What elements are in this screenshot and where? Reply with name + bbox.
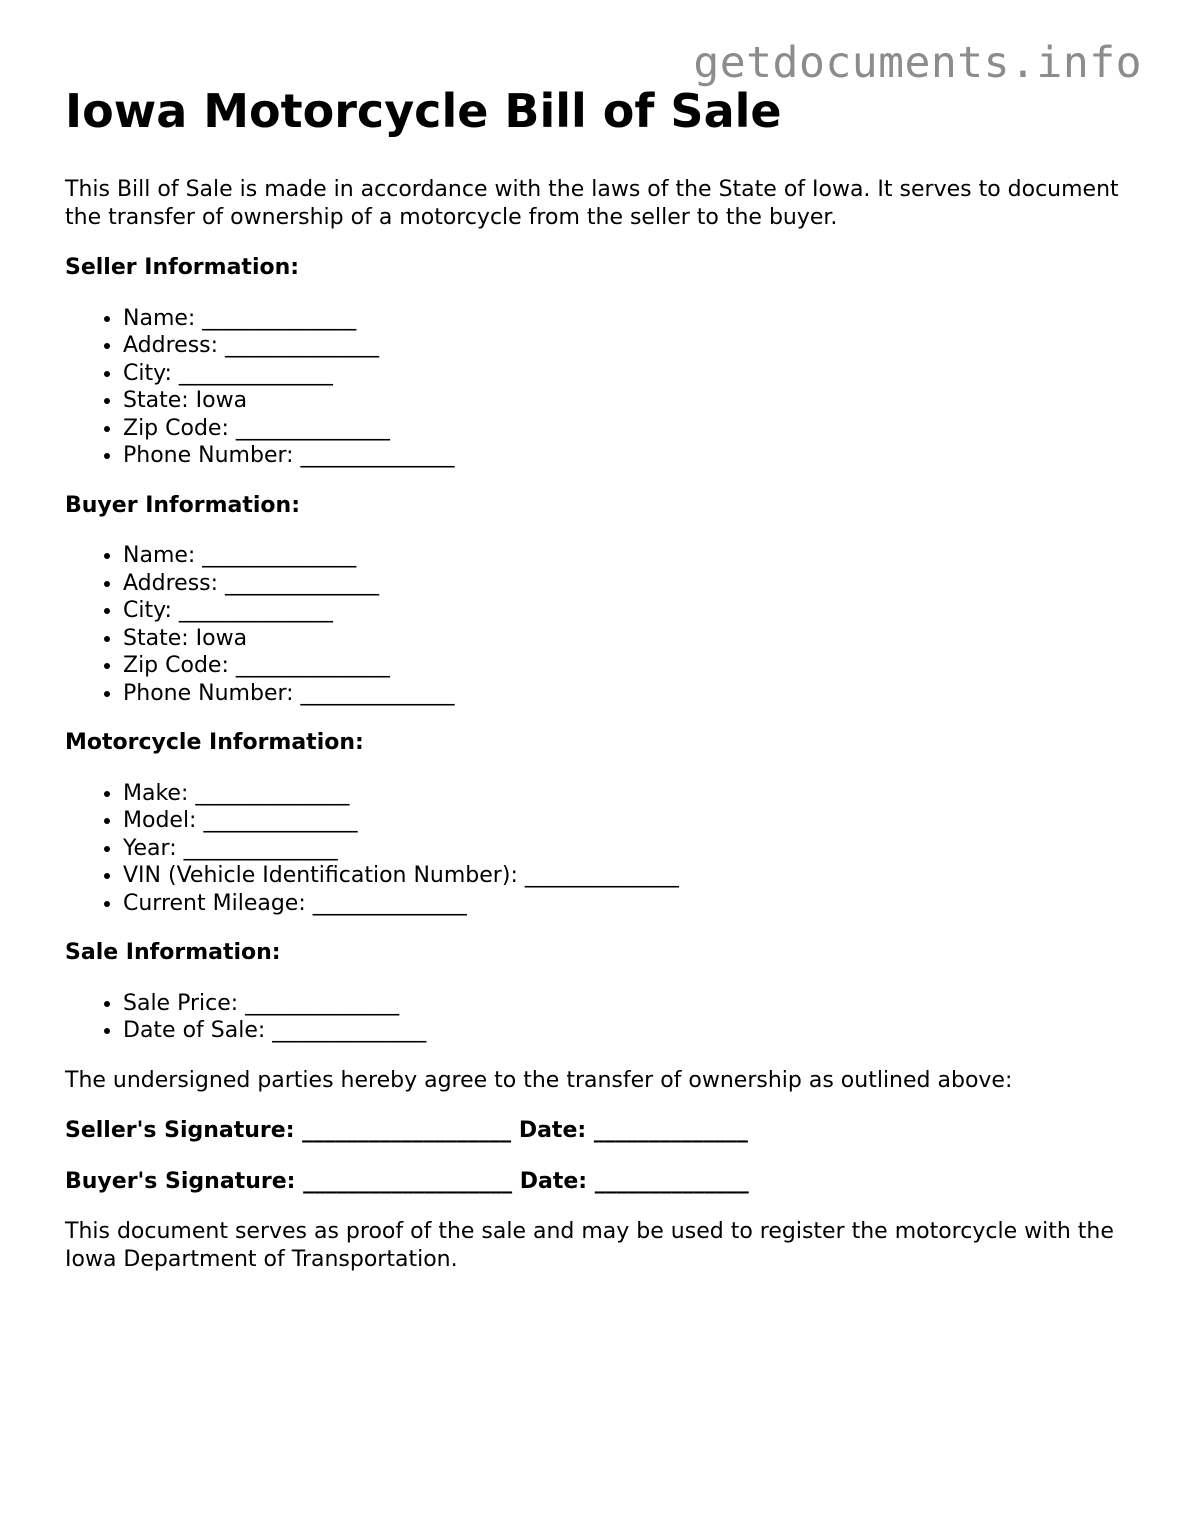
closing-paragraph: This document serves as proof of the sale and may be used to register the motorcycle with the Iowa Department of Transportation. [65,1219,1114,1272]
buyer-phone: • Phone Number: ______________ [123,680,1125,708]
buyer-signature-line: Buyer's Signature: ___________________ Date: ______________ [65,1168,749,1194]
document-title: Iowa Motorcycle Bill of Sale [65,84,782,138]
buyer-list [65,542,1125,707]
buyer-city: • City: ______________ [123,597,1125,625]
sale-date: • Date of Sale: ______________ [123,1017,1125,1045]
seller-city: • City: ______________ [123,360,1125,388]
buyer-name: • Name: ______________ [123,542,1125,570]
motorcycle-vin: • VIN (Vehicle Identification Number): ______________ [123,862,1125,890]
seller-phone: • Phone Number: ______________ [123,442,1125,470]
sale-price: • Sale Price: ______________ [123,990,1125,1018]
motorcycle-list [65,780,1125,918]
watermark: getdocuments.info [693,38,1142,88]
sale-heading: Sale Information: [65,940,281,965]
seller-zip: • Zip Code: ______________ [123,415,1125,443]
seller-state: • State: Iowa [123,387,1125,415]
seller-name: • Name: ______________ [123,305,1125,333]
buyer-state: • State: Iowa [123,625,1125,653]
motorcycle-heading: Motorcycle Information: [65,730,364,755]
seller-address: • Address: ______________ [123,332,1125,360]
buyer-zip: • Zip Code: ______________ [123,652,1125,680]
seller-signature-line: Seller's Signature: ___________________ Date: ______________ [65,1118,748,1143]
document-page [65,80,1125,1273]
seller-list [65,305,1125,470]
buyer-address: • Address: ______________ [123,570,1125,598]
buyer-heading: Buyer Information: [65,492,300,518]
motorcycle-model: • Model: ______________ [123,807,1125,835]
agreement-statement: The undersigned parties hereby agree to the transfer of ownership as outlined above: [65,1067,1013,1093]
motorcycle-mileage: • Current Mileage: ______________ [123,890,1125,918]
sale-list [65,990,1125,1045]
intro-paragraph: This Bill of Sale is made in accordance with the laws of the State of Iowa. It serves to document the transfer of ownership of a motorcycle from the seller to the buyer. [65,177,1119,230]
motorcycle-year: • Year: ______________ [123,835,1125,863]
motorcycle-make: • Make: ______________ [123,780,1125,808]
seller-heading: Seller Information: [65,255,300,280]
